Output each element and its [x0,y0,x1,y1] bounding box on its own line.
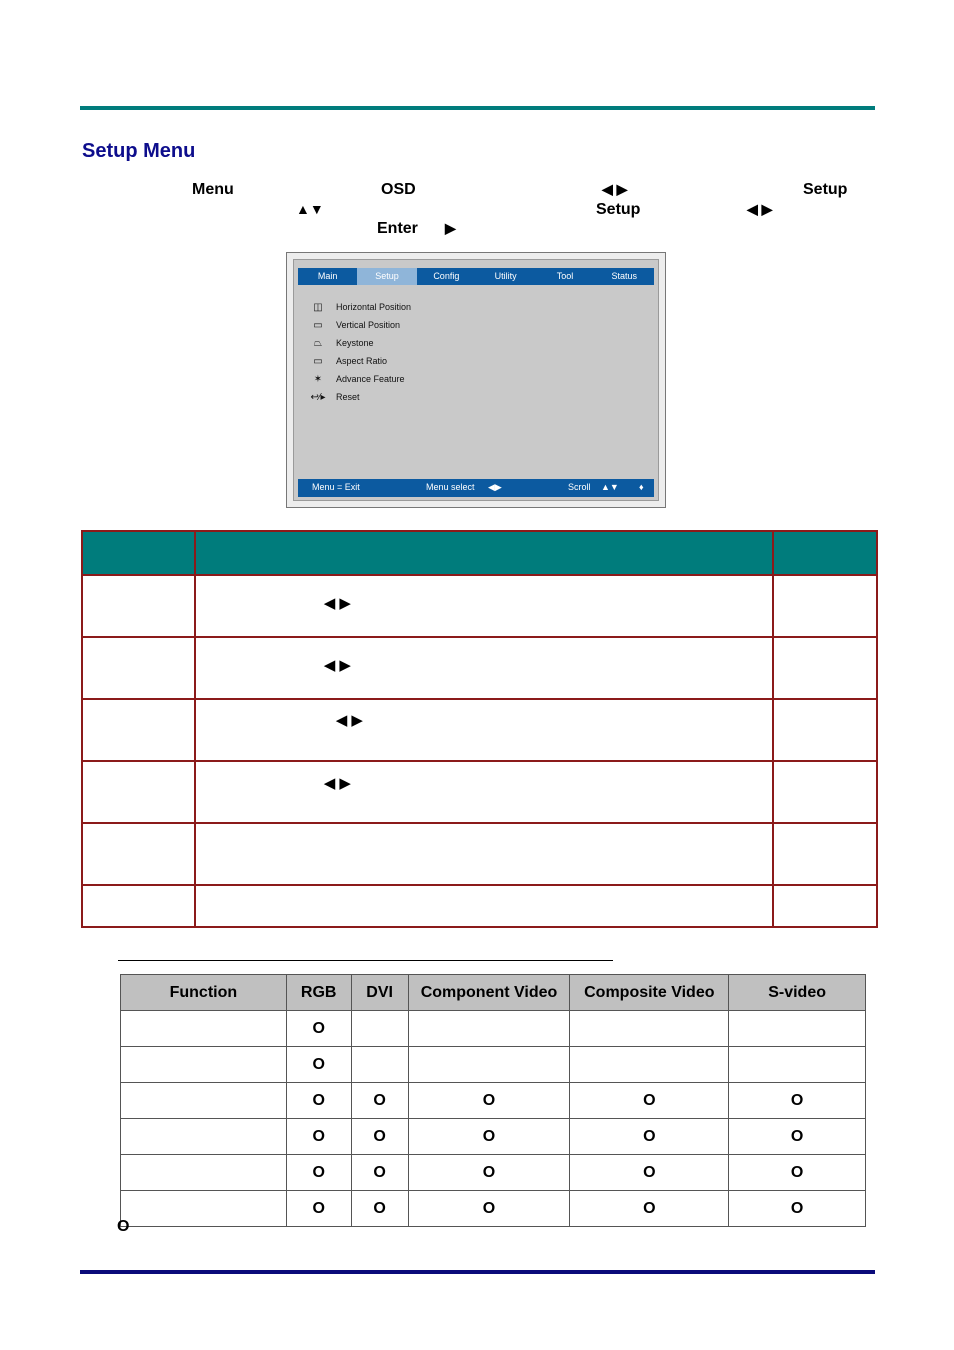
osd-scroll-hint: Scroll [568,482,591,492]
osd-item-keystone[interactable] [308,334,411,352]
osd-tab-setup[interactable]: Setup [357,268,416,285]
table-cell [773,637,877,699]
left-right-arrows-icon: ◀ ▶ [602,181,628,197]
table-cell [570,1047,729,1083]
osd-exit-hint: Menu = Exit [312,482,360,492]
table-cell: O [408,1083,570,1119]
osd-item-label: Horizontal Position [336,302,412,312]
left-right-arrows-icon: ◀ ▶ [323,656,351,674]
table-cell [121,1083,287,1119]
table-cell: O [570,1155,729,1191]
footnote-legend: O [117,1218,130,1235]
osd-item-label: Aspect Ratio [336,356,388,366]
header-cell [82,531,195,575]
table-cell: O [351,1083,408,1119]
reset-icon: ↩⁄▸ [310,391,326,403]
table-cell: O [286,1155,351,1191]
osd-item-reset[interactable] [308,388,411,406]
table-cell: O [408,1119,570,1155]
table-row [82,761,877,823]
caption-underline [118,960,613,961]
top-rule [80,106,875,110]
table-row [82,637,877,699]
header-cell [195,531,774,575]
setup-function-table [81,530,878,928]
table-row [82,575,877,637]
menu-key-label: Menu [192,181,234,198]
header-cell [773,531,877,575]
table-cell [408,1047,570,1083]
table-cell [195,761,774,823]
table-cell [121,1047,287,1083]
table-cell: O [408,1155,570,1191]
signal-support-table [120,974,866,1227]
table-cell [729,1047,866,1083]
osd-tab-config[interactable]: Config [433,271,460,281]
table-cell: O [570,1083,729,1119]
table-cell [729,1011,866,1047]
left-right-arrows-icon: ◀ ▶ [323,774,351,792]
osd-item-label: Reset [336,392,360,402]
setup-label-2: Setup [596,201,641,218]
column-header-composite-video: Composite Video [570,975,729,1011]
osd-status-bar [298,479,654,497]
table-row [121,1083,866,1119]
table-cell [408,1011,570,1047]
keystone-icon: ⏢ [314,337,322,349]
advance-feature-icon: ✶ [313,373,323,385]
vertical-position-icon: ▭ [313,319,323,331]
table-cell: O [286,1119,351,1155]
enter-key-label: Enter [377,220,418,237]
lamp-icon: ♦ [639,482,644,492]
osd-panel [293,259,659,501]
up-down-arrows-icon: ▲▼ [296,201,324,217]
table-cell: O [570,1191,729,1227]
column-header-s-video: S-video [729,975,866,1011]
left-right-arrows-icon: ◀ ▶ [747,201,773,217]
table-cell: O [570,1119,729,1155]
column-header-component-video: Component Video [408,975,570,1011]
table-cell [195,885,774,927]
table-cell: O [286,1083,351,1119]
table-cell [195,575,774,637]
table-row [121,1155,866,1191]
table-cell: O [729,1083,866,1119]
osd-tab-bar [298,268,654,285]
table-cell: O [351,1191,408,1227]
osd-menu-list [308,298,411,406]
right-arrow-icon: ▶ [445,220,456,236]
table-cell: O [351,1119,408,1155]
table-cell [195,699,774,761]
table-cell [121,1119,287,1155]
table-cell [82,885,195,927]
table-cell [351,1011,408,1047]
osd-select-hint: Menu select [426,482,475,492]
column-header-function: Function [121,975,287,1011]
left-right-arrows-icon: ◀ ▶ [335,711,363,729]
column-header-dvi: DVI [351,975,408,1011]
osd-label: OSD [381,181,416,198]
left-right-arrows-icon: ◀▶ [488,482,502,492]
osd-item-advance-feature[interactable] [308,370,411,388]
table-row [121,1011,866,1047]
bottom-rule [80,1270,875,1274]
osd-item-horizontal-position[interactable] [308,298,411,316]
osd-item-label: Keystone [336,338,374,348]
table-row [121,1119,866,1155]
setup-label: Setup [803,181,848,198]
table-cell: O [286,1047,351,1083]
table-cell [773,823,877,885]
table-cell [773,885,877,927]
osd-tab-utility[interactable]: Utility [494,271,517,281]
osd-item-label: Advance Feature [336,374,405,384]
table-cell [82,823,195,885]
aspect-ratio-icon: ▭ [313,355,323,367]
table-cell [773,761,877,823]
table-cell [773,575,877,637]
osd-item-vertical-position[interactable] [308,316,411,334]
table-row [82,699,877,761]
table-cell: O [408,1191,570,1227]
table-cell [121,1191,287,1227]
horizontal-position-icon: ◫ [313,301,323,313]
table-cell [773,699,877,761]
table-cell: O [351,1155,408,1191]
table-cell [195,823,774,885]
osd-screenshot [286,252,666,508]
table-cell [121,1011,287,1047]
table-cell: O [729,1119,866,1155]
table-cell [570,1011,729,1047]
table-row [82,823,877,885]
table-cell: O [286,1191,351,1227]
table-header-row [82,531,877,575]
table-cell [351,1047,408,1083]
table-cell [82,637,195,699]
up-down-arrows-icon: ▲▼ [601,482,619,492]
table-cell [82,575,195,637]
osd-item-label: Vertical Position [336,320,401,330]
osd-tab-tool[interactable]: Tool [556,271,574,281]
table-cell: O [729,1191,866,1227]
table-cell [195,637,774,699]
left-right-arrows-icon: ◀ ▶ [323,594,351,612]
table-row [82,885,877,927]
section-title: Setup Menu [82,140,196,162]
table-cell [82,761,195,823]
osd-tab-main[interactable]: Main [317,271,338,281]
table-cell: O [286,1011,351,1047]
table-cell [82,699,195,761]
table-cell: O [729,1155,866,1191]
table-row [121,1191,866,1227]
osd-tab-status[interactable]: Status [611,271,638,281]
table-cell [121,1155,287,1191]
osd-item-aspect-ratio[interactable] [308,352,411,370]
column-header-rgb: RGB [286,975,351,1011]
table-row [121,1047,866,1083]
support-header-row [121,975,866,1011]
